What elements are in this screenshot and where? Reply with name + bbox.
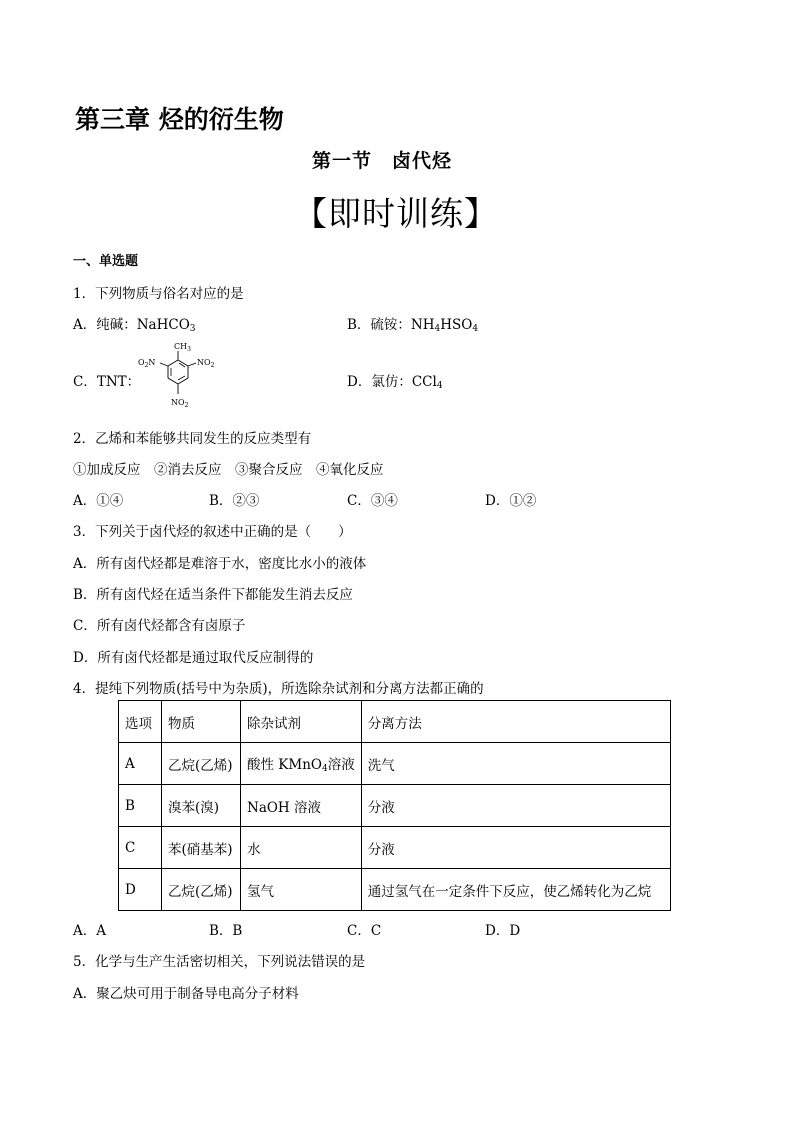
methyl-label: $CH_3$ [174, 342, 191, 353]
double-bond-bottom [178, 376, 185, 380]
q3-stem: 3．下列关于卤代烃的叙述中正确的是（ ） [73, 524, 352, 540]
bottom-nitro-label: $NO_2$ [171, 398, 189, 409]
q1-stem: 1．下列物质与俗名对应的是 [73, 286, 244, 302]
row-option: B [119, 785, 162, 827]
header-substance: 物质 [162, 701, 241, 743]
q5-stem: 5．化学与生产生活密切相关，下列说法错误的是 [73, 954, 366, 970]
row-reagent: 水 [241, 827, 362, 869]
q1-option-c: C．TNT： [73, 374, 141, 390]
q2-option-a: A．①④ [73, 493, 124, 509]
row-reagent: 酸性 KMnO$_4$溶液 [241, 743, 362, 785]
row-substance: 乙烷(乙烯) [162, 743, 241, 785]
tnt-structure-diagram [136, 338, 220, 414]
row-method: 通过氢气在一定条件下反应，使乙烯转化为乙烷 [361, 869, 670, 911]
header-option: 选项 [119, 701, 162, 743]
header-method: 分离方法 [361, 701, 670, 743]
table-header-row [119, 701, 671, 743]
right-nitro-bond [188, 363, 196, 366]
section-title: 第一节 卤代烃 [312, 150, 453, 172]
chapter-title: 第三章 烃的衍生物 [75, 105, 284, 134]
table-row [119, 827, 671, 869]
row-reagent: 氢气 [241, 869, 362, 911]
row-option: A [119, 743, 162, 785]
row-option: D [119, 869, 162, 911]
q2-option-d: D．①② [485, 493, 537, 509]
q2-stem: 2．乙烯和苯能够共同发生的反应类型有 [73, 431, 312, 447]
q3-option-a: A．所有卤代烃都是难溶于水，密度比水小的液体 [73, 556, 367, 572]
row-substance: 溴苯(溴) [162, 785, 241, 827]
q2-reaction-types: ①加成反应 ②消去反应 ③聚合反应 ④氧化反应 [73, 462, 384, 478]
q5-option-a: A．聚乙炔可用于制备导电高分子材料 [73, 986, 299, 1002]
q3-option-c: C．所有卤代烃都含有卤原子 [73, 618, 246, 634]
q3-option-d: D．所有卤代烃都是通过取代反应制得的 [73, 650, 314, 666]
q4-option-d: D．D [485, 923, 521, 939]
row-method: 分液 [361, 827, 670, 869]
q1-option-b: B．硫铵：$NH_4HSO_4$ [347, 317, 479, 334]
row-method: 分液 [361, 785, 670, 827]
header-reagent: 除杂试剂 [241, 701, 362, 743]
q2-option-b: B．②③ [209, 493, 260, 509]
right-nitro-label: $NO_2$ [197, 358, 215, 369]
q4-option-a: A．A [73, 923, 106, 939]
q1-option-d: D．氯仿：CCl$_4$ [347, 374, 443, 391]
q3-option-b: B．所有卤代烃在适当条件下都能发生消去反应 [73, 587, 353, 603]
q4-stem: 4．提纯下列物质(括号中为杂质)，所选除杂试剂和分离方法都正确的 [73, 681, 484, 697]
q4-option-b: B．B [209, 923, 243, 939]
table-row [119, 743, 671, 785]
q4-option-c: C．C [347, 923, 382, 939]
practice-banner: 【即时训练】 [294, 194, 498, 233]
table-row [119, 869, 671, 911]
table-row [119, 785, 671, 827]
left-nitro-bond [160, 363, 168, 366]
q1-option-a: A．纯碱：NaHCO$_3$ [73, 317, 196, 334]
left-nitro-label: $O_2N$ [138, 358, 156, 369]
purification-table [118, 700, 671, 911]
q2-option-c: C．③④ [347, 493, 398, 509]
row-reagent: NaOH 溶液 [241, 785, 362, 827]
row-substance: 乙烷(乙烯) [162, 869, 241, 911]
row-option: C [119, 827, 162, 869]
row-substance: 苯(硝基苯) [162, 827, 241, 869]
row-method: 洗气 [361, 743, 670, 785]
section-heading: 一、单选题 [73, 254, 139, 269]
